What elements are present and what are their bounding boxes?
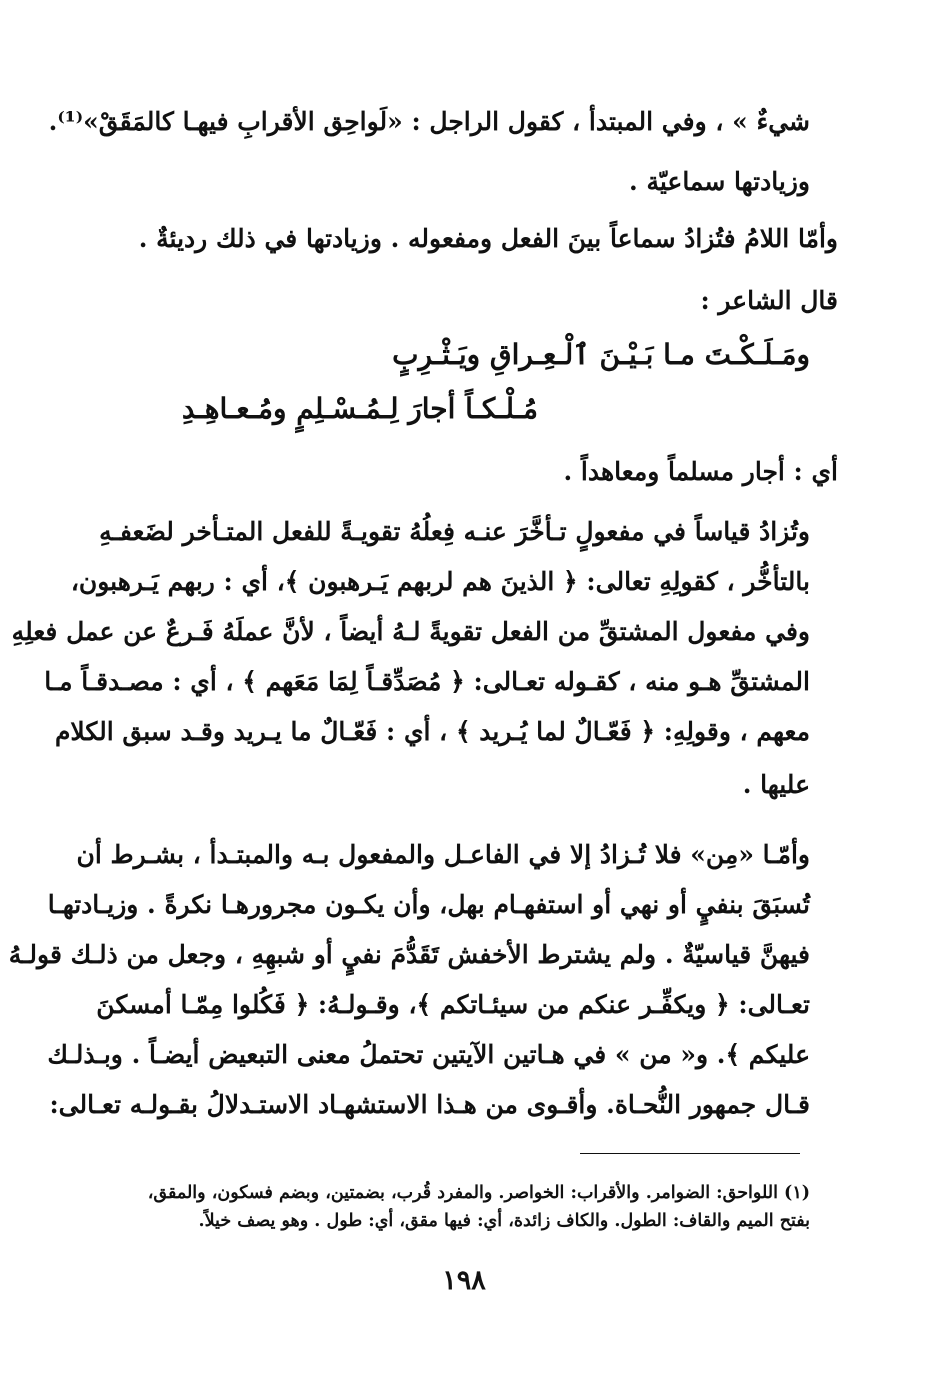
text-line: معهم ، وقولِهِ: ﴿ فَعّـالٌ لما يُـريد ﴾ ، أي : فَعّـالٌ ما يـريد وقـد سبق الكلام	[54, 717, 810, 746]
text-line: فيهنَّ قياسيّةٌ . ولم يشترط الأخفش تَقَدُّمَ نفيٍ أو شبهِهِ ، وجعل من ذلـك قولـهُ	[8, 940, 810, 969]
footnote-line: بفتح الميم والقاف: الطول. والكاف زائدة، أي: فيها مقق، أي: طول . وهو يصف خيلاً.	[198, 1211, 810, 1231]
text-line: وزيادتها سماعيّة .	[629, 167, 810, 196]
footnote-separator	[580, 1153, 800, 1154]
text-line: تعـالى: ﴿ ويكفِّـر عنكم من سيئـاتكم ﴾، وقـولـهُ: ﴿ فَكُلوا مِمّـا أمسكنَ	[96, 990, 810, 1019]
text-line: وأمّا اللامُ فتُزادُ سماعاً بينَ الفعل ومفعوله . وزيادتها في ذلك رديئةٌ .	[138, 224, 838, 253]
text-line: قال الشاعر :	[700, 286, 838, 315]
text-line: وفي مفعول المشتقِّ من الفعل تقويةً لـهُ أيضاً ، لأنَّ عملَهُ فَـرعٌ عن عمل فعلِهِ	[11, 617, 810, 646]
footnote-line: (١) اللواحق: الضوامر. والأقراب: الخواصر. والمفرد قُرب، بضمتين، وبضم فسكون، والمقق،	[147, 1183, 810, 1203]
text-line: تُسبَقَ بنفيٍ أو نهي أو استفهـام بهل، وأن يكـون مجرورهـا نكرةً . وزيـادتهـا	[47, 890, 810, 919]
text-line: شيءٌ » ، وفي المبتدأ ، كقول الراجل : «لَواحِق الأقرابِ فيهـا كالمَقَقْ»⁽¹⁾.	[48, 107, 810, 136]
text-line: عليكم ﴾. و« من » في هـاتين الآيتين تحتملُ معنى التبعيض أيضـاً . وبـذلـك	[47, 1040, 810, 1069]
text-line: قـال جمهور النُّحـاة. وأقـوى من هـذا الاستشهـاد الاستـدلالُ بقـولـه تعـالى:	[49, 1090, 810, 1119]
text-line: بالتأخُّر ، كقولِهِ تعالى: ﴿ الذينَ هم لربهم يَـرهبون ﴾، أي : ربهم يَـرهبون،	[70, 567, 810, 596]
page-number: ١٩٨	[442, 1265, 486, 1296]
text-line: أي : أجار مسلماً ومعاهداً .	[563, 457, 838, 486]
text-line: وأمّـا «مِن» فلا تُـزادُ إلا في الفاعـل والمفعول بـه والمبتـدأ ، بشـرط أن	[76, 840, 810, 869]
text-line: المشتقِّ هـو منه ، كقـوله تعـالى: ﴿ مُصَدِّقـاً لِمَا مَعَهم ﴾ ، أي : مصـدقـاً مـا	[44, 667, 810, 696]
text-line: وتُزادُ قياساً في مفعولٍ تـأخَّرَ عنـه فِعلُهُ تقويـةً للفعل المتـأخر لضَعفـهِ	[99, 517, 810, 546]
text-line: عليها .	[742, 770, 810, 799]
verse-first-hemistich: ومَـلَـكْـتَ مـا بَـيْـنَ ٱلْـعِـراقِ ويَـثْـرِبٍ	[392, 338, 810, 371]
verse-second-hemistich: مُـلْـكـاً أجارَ لِـمُـسْـلِمٍ ومُـعـاهِـدِ	[181, 392, 538, 425]
